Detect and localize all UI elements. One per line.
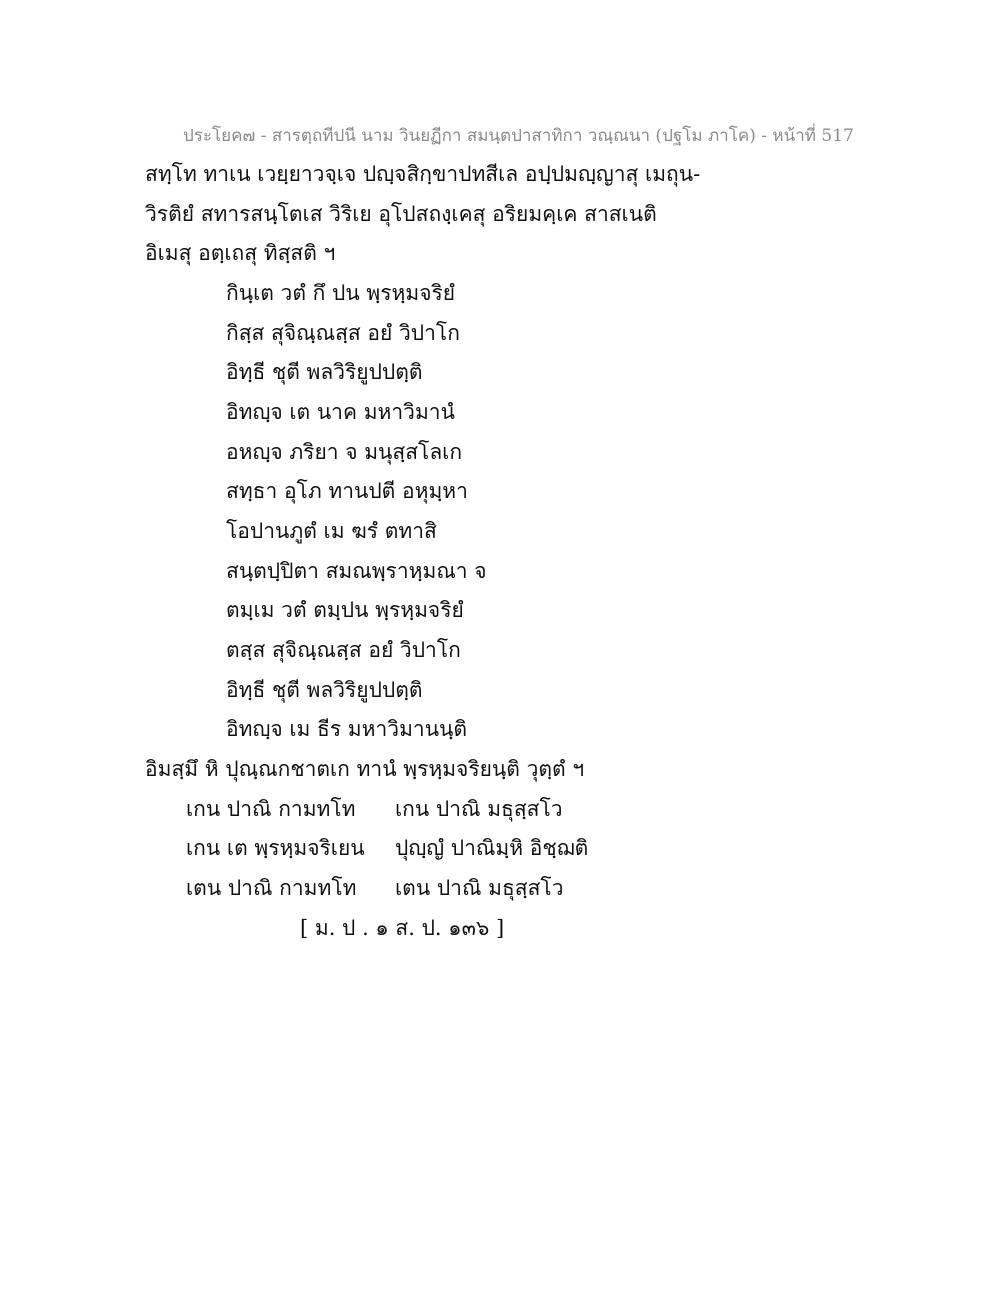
prose-line: วิรติยํ สทารสนฺโตเส วิริเย อุโปสถงฺเคสุ อริยมคฺเค สาสเนติ	[145, 202, 657, 226]
verse-line: กิสฺส สุจิณฺณสฺส อยํ วิปาโก	[226, 321, 460, 345]
couplet-left: เกน ปาณิ กามทโท	[186, 797, 356, 821]
closing-line: อิมสฺมึ หิ ปุณฺณกชาตเก ทานํ พฺรหฺมจริยนฺติ วุตฺตํ ฯ	[145, 757, 585, 781]
verse-line: โอปานภูตํ เม ฆรํ ตทาสิ	[226, 519, 437, 543]
prose-line: สทฺโท ทาเน เวยฺยาวจฺเจ ปญฺจสิกฺขาปทสีเล อปฺปมญฺญาสุ เมถุน-	[145, 162, 701, 186]
verse-line: ตมฺเม วตํ ตมฺปน พฺรหฺมจริยํ	[226, 598, 464, 622]
couplet-left: เตน ปาณิ กามทโท	[186, 876, 357, 900]
verse-line: อิทญฺจ เต นาค มหาวิมานํ	[226, 400, 455, 424]
verse-line: อหญฺจ ภริยา จ มนุสฺสโลเก	[226, 440, 463, 464]
prose-line: อิเมสุ อตฺเถสุ ทิสฺสติ ฯ	[145, 241, 336, 265]
couplet-right: เตน ปาณิ มธุสฺสโว	[395, 876, 564, 900]
verse-line: อิทฺธี ชุตี พลวิริยูปปตฺติ	[226, 360, 423, 384]
verse-line: ตสฺส สุจิณฺณสฺส อยํ วิปาโก	[226, 638, 461, 662]
couplet-right: เกน ปาณิ มธุสฺสโว	[395, 797, 563, 821]
verse-line: สนฺตปฺปิตา สมณพฺราหฺมณา จ	[226, 559, 487, 583]
verse-line: อิทญฺจ เม ธีร มหาวิมานนฺติ	[226, 717, 468, 741]
verse-line: กินฺเต วตํ กึ ปน พฺรหฺมจริยํ	[226, 281, 456, 305]
verse-line: อิทฺธี ชุตี พลวิริยูปปตฺติ	[226, 678, 423, 702]
couplet-left: เกน เต พฺรหฺมจริเยน	[186, 836, 365, 860]
couplet-right: ปุญฺญํ ปาณิมฺหิ อิชฺฌติ	[395, 836, 589, 860]
page-header: ประโยค๗ - สารตฺถทีปนี นาม วินยฏีกา สมนฺตปาสาทิกา วณฺณนา (ปฐโม ภาโค) - หน้าที่ 517	[183, 126, 854, 146]
source-reference: [ ม. ป . ๑ ส. ป. ๑๓๖ ]	[300, 916, 505, 940]
verse-line: สทฺธา อุโภ ทานปตี อหุมฺหา	[226, 479, 468, 503]
